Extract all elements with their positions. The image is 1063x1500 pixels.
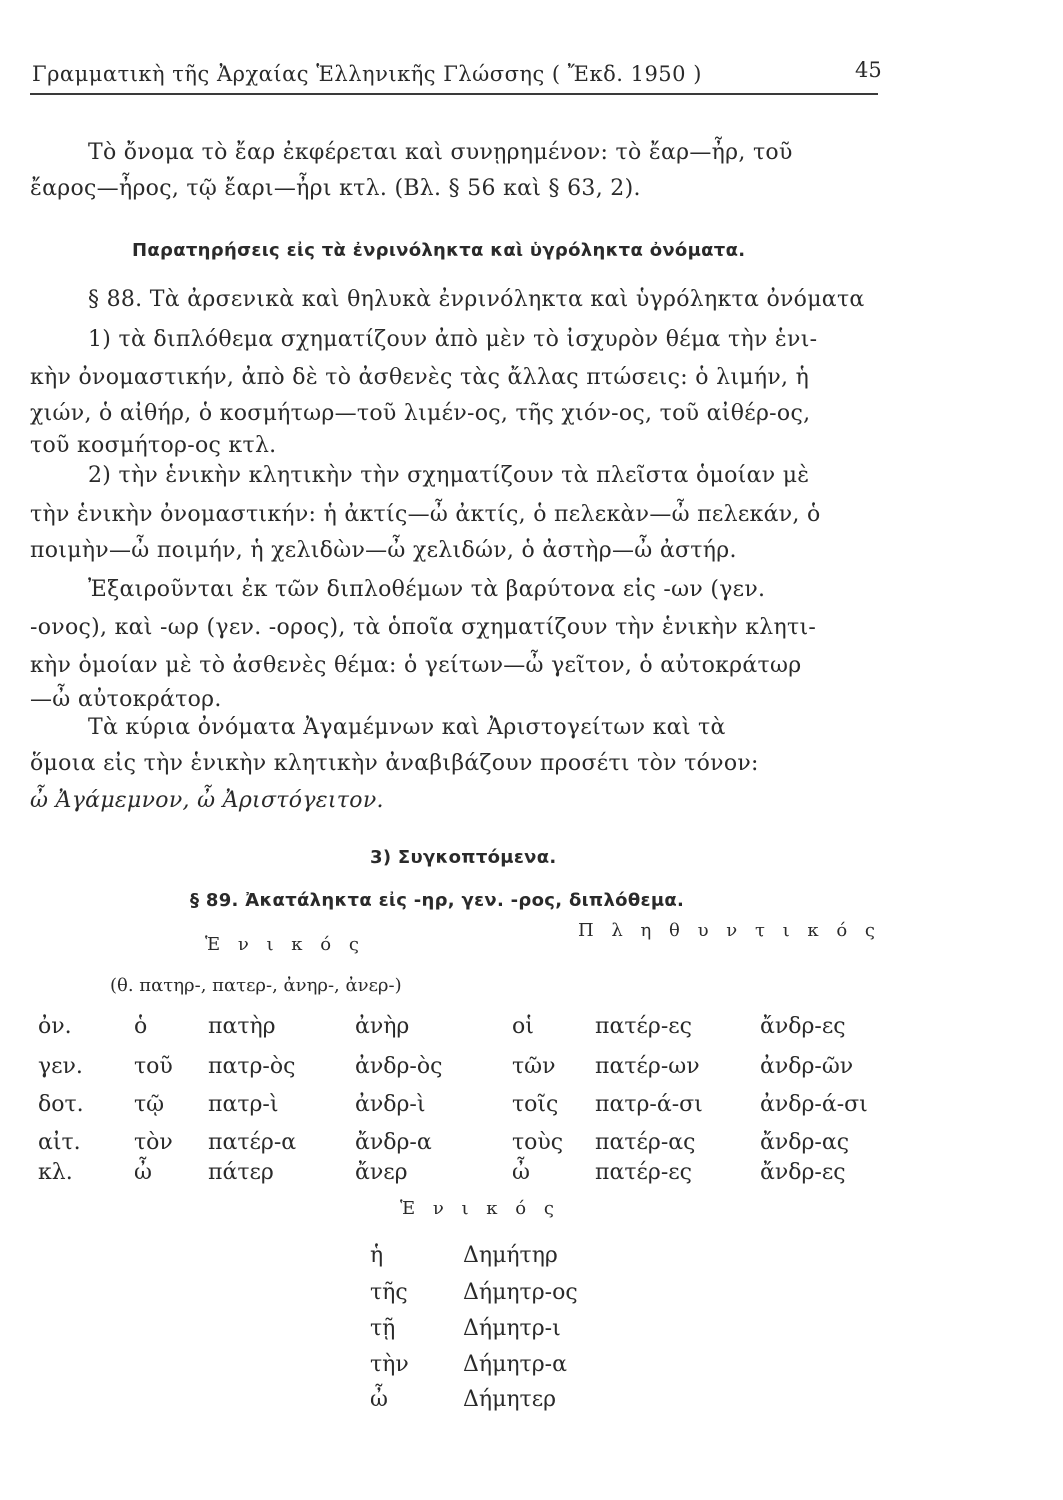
paradigm-cell-aner-pl: ἀνδρ-ά-σι: [760, 1092, 868, 1117]
paradigm-cell-pater-sg: πατέρ-α: [208, 1130, 297, 1155]
paradigm-cell-art-pl: οἱ: [512, 1014, 534, 1039]
text-line: κὴν ὀνομαστικήν, ἀπὸ δὲ τὸ ἀσθενὲς τὰς ἄλλας πτώσεις: ὁ λιμήν, ἡ: [30, 365, 810, 390]
text-line: τὴν ἑνικὴν ὀνομαστικήν: ἡ ἀκτίς—ὦ ἀκτίς, ὁ πελεκὰν—ὦ πελεκάν, ὁ: [30, 502, 821, 527]
paradigm-cell-pater-pl: πατέρ-ων: [595, 1054, 700, 1079]
text-line: Ἐξαιροῦνται ἐκ τῶν διπλοθέμων τὰ βαρύτονα εἰς -ων (γεν.: [88, 577, 766, 602]
text-line: Τὰ κύρια ὀνόματα Ἀγαμέμνων καὶ Ἀριστογείτων καὶ τὰ: [88, 715, 726, 740]
paradigm-cell-art-sg: τῷ: [134, 1092, 165, 1117]
demeter-form: Δήμητρ-ος: [463, 1280, 578, 1305]
text-line: § 88. Τὰ ἀρσενικὰ καὶ θηλυκὰ ἐνρινόληκτα καὶ ὑγρόληκτα ὀνόματα: [88, 287, 865, 312]
paradigm-cell-case: δοτ.: [38, 1092, 84, 1117]
text-line: ἔαρος—ἦρος, τῷ ἔαρι—ἦρι κτλ. (Βλ. § 56 καὶ § 63, 2).: [30, 176, 641, 201]
demeter-article: ἡ: [370, 1243, 384, 1268]
section-heading: Παρατηρήσεις εἰς τὰ ἐνρινόληκτα καὶ ὑγρόληκτα ὀνόματα.: [132, 240, 746, 261]
demeter-article: ὦ: [370, 1387, 388, 1412]
text-line: -ονος), καὶ -ωρ (γεν. -ορος), τὰ ὁποῖα σχηματίζουν τὴν ἑνικὴν κλητι-: [30, 615, 817, 640]
text-line: χιών, ὁ αἰθήρ, ὁ κοσμήτωρ—τοῦ λιμέν-ος, τῆς χιόν-ος, τοῦ αἰθέρ-ος,: [30, 401, 811, 426]
text-line: τοῦ κοσμήτορ-ος κτλ.: [30, 433, 277, 458]
paradigm-cell-aner-pl: ἄνδρ-ες: [760, 1160, 846, 1185]
paradigm-cell-pater-sg: πατὴρ: [208, 1014, 276, 1039]
paradigm-cell-pater-sg: πατρ-ὶ: [208, 1092, 279, 1117]
paradigm-cell-pater-pl: πατέρ-ες: [595, 1160, 692, 1185]
paradigm-cell-art-sg: ὁ: [134, 1014, 148, 1039]
paradigm-cell-aner-pl: ἄνδρ-ες: [760, 1014, 846, 1039]
paradigm-cell-case: γεν.: [38, 1054, 83, 1079]
paradigm-cell-aner-sg: ἄνδρ-α: [355, 1130, 432, 1155]
singular-label: Ἑ ν ι κ ό ς: [205, 934, 365, 955]
paradigm-cell-art-pl: τοῖς: [512, 1092, 559, 1117]
demeter-article: τὴν: [370, 1352, 409, 1377]
paradigm-cell-pater-pl: πατέρ-ες: [595, 1014, 692, 1039]
running-title: Γραμματικὴ τῆς Ἀρχαίας Ἑλληνικῆς Γλώσσης ( Ἔκδ. 1950 ): [32, 62, 702, 86]
demeter-form: Δήμητρ-ι: [463, 1316, 561, 1341]
paradigm-cell-art-sg: τοῦ: [134, 1054, 173, 1079]
text-line: 2) τὴν ἑνικὴν κλητικὴν τὴν σχηματίζουν τὰ πλεῖστα ὁμοίαν μὲ: [88, 463, 810, 488]
text-line: ὦ Ἀγάμεμνον, ὦ Ἀριστόγειτον.: [30, 788, 384, 813]
paradigm-cell-art-pl: ὦ: [512, 1160, 530, 1185]
paradigm-cell-art-pl: τοὺς: [512, 1130, 564, 1155]
paradigm-cell-art-sg: ὦ: [134, 1160, 152, 1185]
paradigm-cell-pater-pl: πατέρ-ας: [595, 1130, 696, 1155]
demeter-form: Δημήτηρ: [463, 1243, 558, 1268]
paradigm-cell-aner-pl: ἀνδρ-ῶν: [760, 1054, 854, 1079]
page-number: 45: [855, 58, 882, 82]
text-line: κὴν ὁμοίαν μὲ τὸ ἀσθενὲς θέμα: ὁ γείτων—ὦ γεῖτον, ὁ αὐτοκράτωρ: [30, 653, 802, 678]
demeter-singular-label: Ἑ ν ι κ ό ς: [400, 1198, 560, 1219]
plural-label: Π λ η θ υ ν τ ι κ ό ς: [578, 920, 882, 941]
text-line: ποιμὴν—ὦ ποιμήν, ἡ χελιδὼν—ὦ χελιδών, ὁ ἀστὴρ—ὦ ἀστήρ.: [30, 538, 737, 563]
paradigm-cell-art-sg: τὸν: [134, 1130, 173, 1155]
demeter-article: τῆς: [370, 1280, 408, 1305]
section-heading: 3) Συγκοπτόμενα.: [370, 847, 557, 868]
demeter-form: Δήμητερ: [463, 1387, 557, 1412]
paradigm-cell-aner-sg: ἀνὴρ: [355, 1014, 410, 1039]
paradigm-cell-case: ὀν.: [38, 1014, 72, 1039]
paradigm-cell-pater-sg: πατρ-ὸς: [208, 1054, 296, 1079]
paradigm-cell-pater-pl: πατρ-ά-σι: [595, 1092, 703, 1117]
paradigm-cell-aner-sg: ἄνερ: [355, 1160, 408, 1185]
paradigm-cell-aner-sg: ἀνδρ-ὸς: [355, 1054, 443, 1079]
paradigm-cell-art-pl: τῶν: [512, 1054, 556, 1079]
section-heading: § 89. Ἀκατάληκτα εἰς -ηρ, γεν. -ρος, διπλόθεμα.: [190, 890, 685, 911]
paradigm-cell-aner-pl: ἄνδρ-ας: [760, 1130, 850, 1155]
demeter-article: τῇ: [370, 1316, 396, 1341]
paradigm-cell-case: κλ.: [38, 1160, 73, 1185]
paradigm-cell-case: αἰτ.: [38, 1130, 81, 1155]
text-line: ὅμοια εἰς τὴν ἑνικὴν κλητικὴν ἀναβιβάζουν προσέτι τὸν τόνον:: [30, 751, 759, 776]
paradigm-cell-pater-sg: πάτερ: [208, 1160, 274, 1185]
paradigm-cell-aner-sg: ἀνδρ-ὶ: [355, 1092, 426, 1117]
header-rule: [30, 93, 878, 95]
stems-note: (θ. πατηρ-, πατερ-, ἀνηρ-, ἀνερ-): [110, 975, 402, 996]
text-line: —ὦ αὐτοκράτορ.: [30, 687, 222, 712]
text-line: 1) τὰ διπλόθεμα σχηματίζουν ἀπὸ μὲν τὸ ἰσχυρὸν θέμα τὴν ἑνι-: [88, 327, 818, 352]
text-line: Τὸ ὄνομα τὸ ἔαρ ἐκφέρεται καὶ συνῃρημένον: τὸ ἔαρ—ἦρ, τοῦ: [88, 140, 793, 165]
demeter-form: Δήμητρ-α: [463, 1352, 567, 1377]
